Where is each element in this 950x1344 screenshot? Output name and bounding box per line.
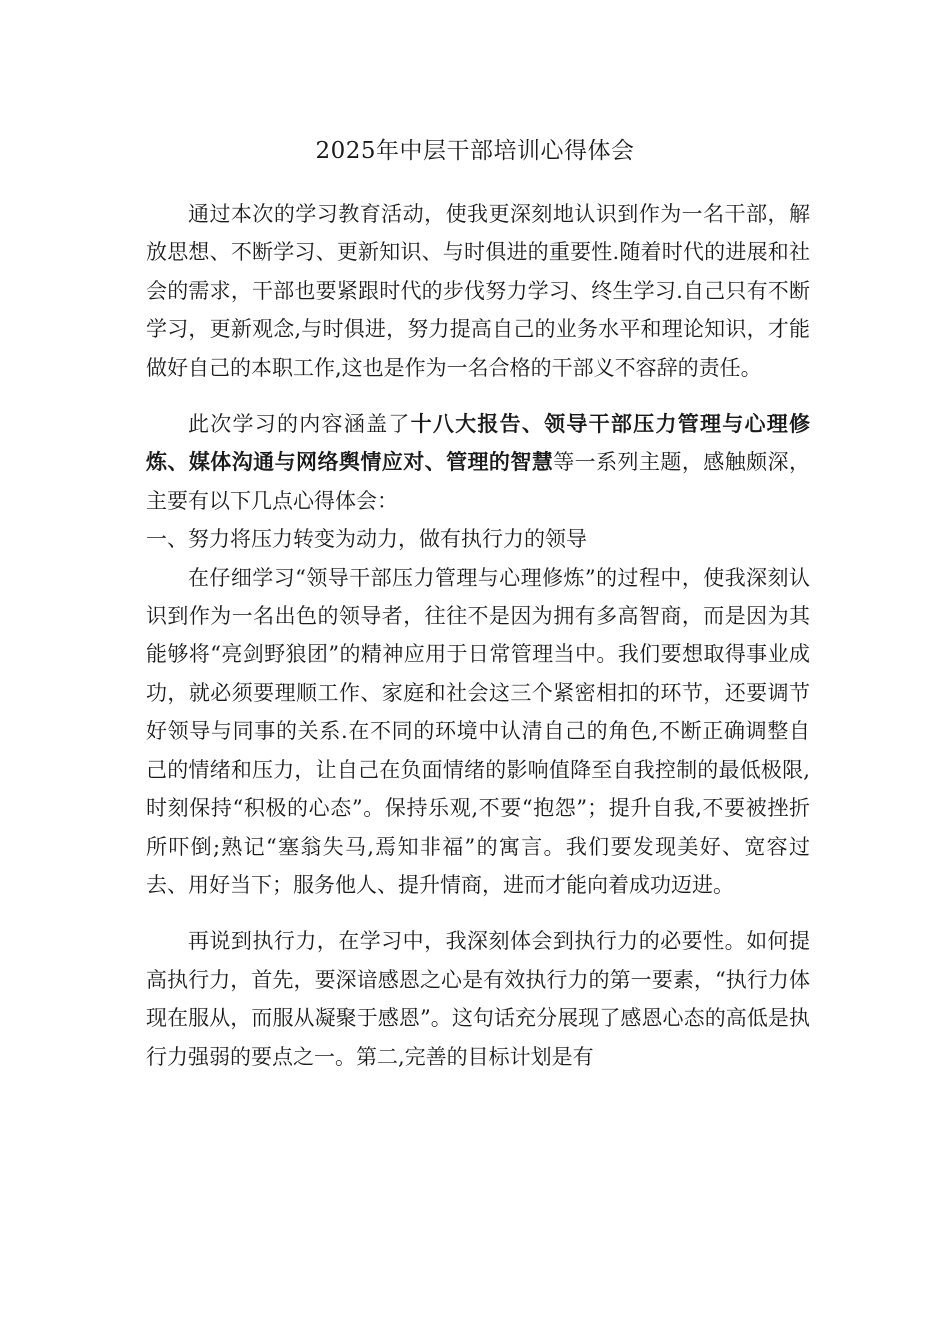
paragraph-gap	[146, 904, 810, 922]
section-heading-1: 一、努力将压力转变为动力，做有执行力的领导	[146, 527, 587, 552]
document-title: 2025年中层干部培训心得体会	[315, 138, 635, 164]
paragraph-topics	[146, 405, 810, 520]
topics-bold: 十八大报告、领导干部压力管理与心理修炼、媒体沟通与网络舆情应对、管理的智慧	[146, 411, 810, 475]
paragraph-gap	[146, 387, 810, 405]
document-body	[146, 195, 810, 1076]
paragraph-intro: 通过本次的学习教育活动，使我更深刻地认识到作为一名干部，解放思想、不断学习、更新知识、与时俱进的重要性.随着时代的进展和社会的需求，干部也要紧跟时代的步伐努力学习、终生学习.自己只有不断学习，更新观念,与时俱进，努力提高自己的业务水平和理论知识，才能做好自己的本职工作,这也是作为一名合格的干部义不容辞的责任。	[146, 202, 810, 380]
topics-tail: 等一系列主题，感触颇深，主要有以下几点心得体会：	[146, 450, 811, 513]
topics-lead: 此次学习的内容涵盖了	[188, 412, 411, 437]
paragraph-execution: 再说到执行力，在学习中，我深刻体会到执行力的必要性。如何提高执行力，首先，要深谙感恩之心是有效执行力的第一要素，“执行力体现在服从，而服从凝聚于感恩”。这句话充分展现了感恩心态的高低是执行力强弱的要点之一。第二,完善的目标计划是有	[146, 929, 810, 1069]
paragraph-pressure: 在仔细学习“领导干部压力管理与心理修炼”的过程中，使我深刻认识到作为一名出色的领导者，往往不是因为拥有多高智商，而是因为其能够将“亮剑野狼团”的精神应用于日常管理当中。我们要想取得事业成功，就必须要理顺工作、家庭和社会这三个紧密相扣的环节，还要调节好领导与同事的关系.在不同的环境中认清自己的角色,不断正确调整自己的情绪和压力，让自己在负面情绪的影响值降至自我控制的最低极限,时刻保持“积极的心态”。保持乐观,不要“抱怨”；提升自我,不要被挫折所吓倒;熟记“塞翁失马,焉知非福”的寓言。我们要发现美好、宽容过去、用好当下；服务他人、提升情商，进而才能向着成功迈进。	[146, 565, 810, 897]
